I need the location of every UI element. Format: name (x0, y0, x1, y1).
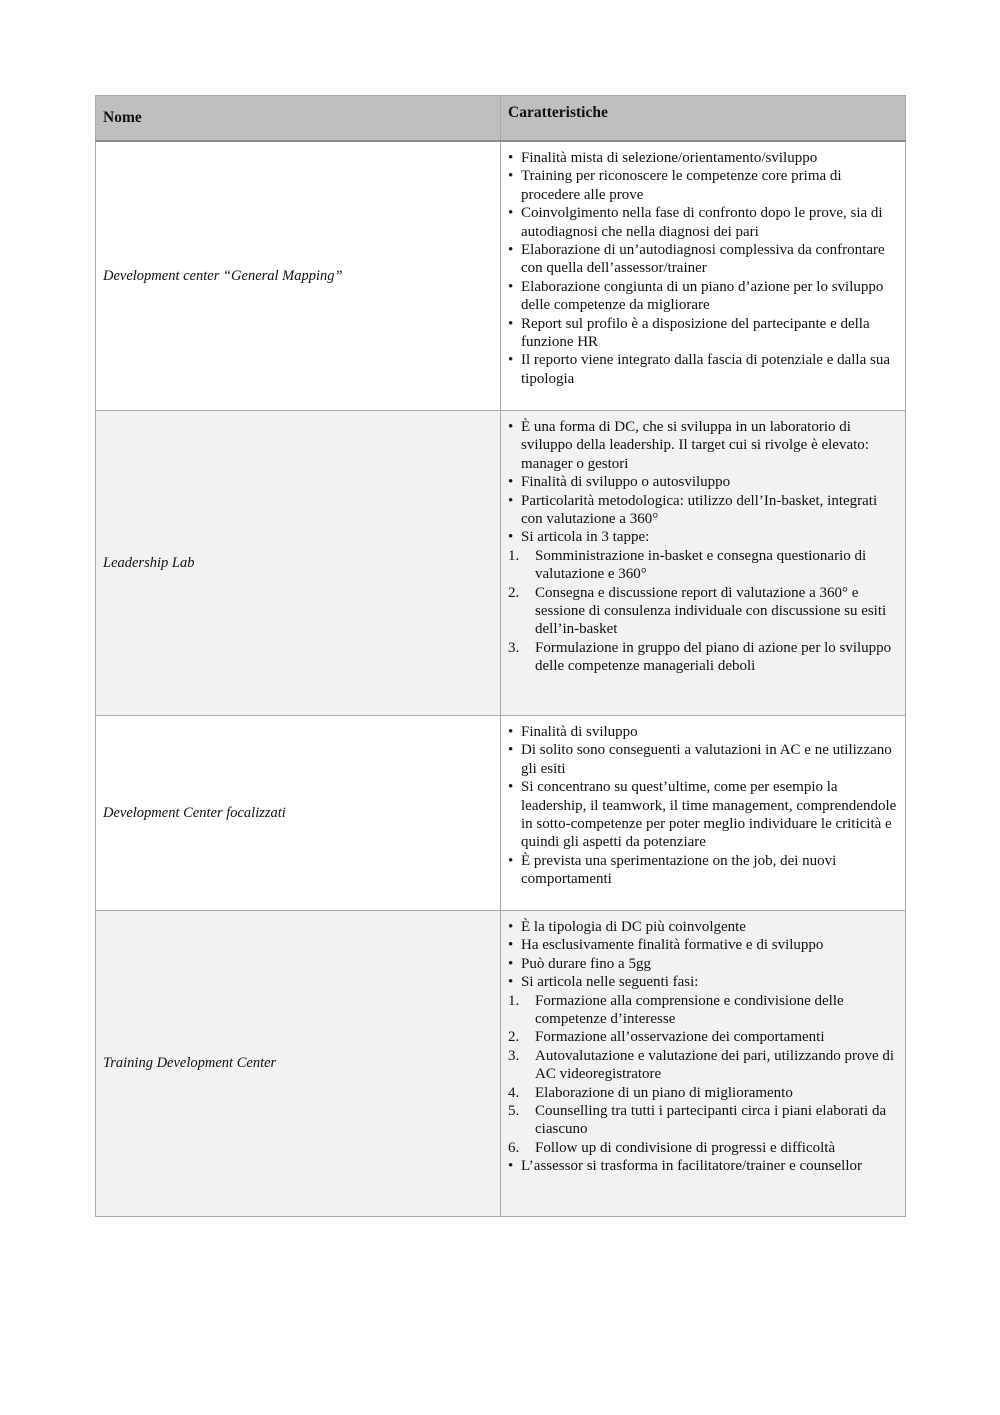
item-text: Si concentrano su quest’ultime, come per esempio la leadership, il teamwork, il time management, comprendendole in sotto-competenze per poter meglio individuare le criticità e quindi gli aspetti da potenziare (521, 779, 897, 851)
bullet-marker: • (508, 974, 514, 991)
item-text: Training per riconoscere le competenze core prima di procedere alle prove (521, 168, 842, 203)
row-features (501, 141, 906, 411)
list-item (508, 167, 898, 204)
item-text: Consegna e discussione report di valutazione a 360° e sessione di consulenza individuale con discussione su esiti dell’in-basket (535, 584, 887, 638)
number-marker: 1. (508, 547, 520, 564)
item-text: Coinvolgimento nella fase di confronto dopo le prove, sia di autodiagnosi che nella diagnosi dei pari (521, 205, 883, 240)
item-text: Si articola in 3 tappe: (521, 529, 650, 546)
table-row (96, 716, 906, 911)
list-item (508, 584, 898, 639)
list-item (508, 973, 898, 991)
row-name: Training Development Center (96, 911, 501, 1217)
number-marker: 2. (508, 584, 520, 601)
bullet-marker: • (508, 352, 514, 369)
item-text: Elaborazione congiunta di un piano d’azione per lo sviluppo delle competenze da migliorare (521, 278, 884, 314)
bullet-marker: • (508, 492, 514, 509)
bullet-marker: • (508, 852, 514, 869)
bullet-marker: • (508, 529, 514, 546)
number-marker: 6. (508, 1139, 520, 1156)
table-row (96, 911, 906, 1217)
bullet-marker: • (508, 1158, 514, 1175)
table-row (96, 141, 906, 411)
list-item (508, 278, 898, 315)
bullet-marker: • (508, 779, 514, 796)
list-item (508, 723, 898, 741)
list-item (508, 639, 898, 676)
features-list (508, 418, 898, 676)
row-name: Leadership Lab (96, 411, 501, 716)
item-text: Elaborazione di un piano di miglioramento (535, 1084, 793, 1101)
item-text: Follow up di condivisione di progressi e difficoltà (535, 1139, 836, 1156)
list-item (508, 351, 898, 388)
document-page (95, 95, 905, 1217)
number-marker: 3. (508, 639, 520, 656)
features-list (508, 149, 898, 388)
header-name: Nome (96, 96, 501, 142)
list-item (508, 315, 898, 352)
bullet-marker: • (508, 205, 514, 222)
bullet-marker: • (508, 955, 514, 972)
number-marker: 2. (508, 1029, 520, 1046)
list-item (508, 918, 898, 936)
item-text: Counselling tra tutti i partecipanti circa i piani elaborati da ciascuno (535, 1103, 887, 1138)
item-text: Finalità di sviluppo o autosviluppo (521, 474, 731, 491)
bullet-marker: • (508, 724, 514, 740)
list-item (508, 1102, 898, 1139)
list-item (508, 1028, 898, 1046)
item-text: Finalità di sviluppo (521, 724, 638, 740)
item-text: Può durare fino a 5gg (521, 955, 651, 972)
features-list (508, 918, 898, 1176)
list-item (508, 778, 898, 852)
bullet-marker: • (508, 419, 514, 435)
table-row (96, 411, 906, 716)
row-features (501, 411, 906, 716)
item-text: Il reporto viene integrato dalla fascia di potenziale e dalla sua tipologia (521, 352, 891, 387)
item-text: Finalità mista di selezione/orientamento/sviluppo (521, 150, 818, 166)
header-features: Caratteristiche (501, 96, 906, 142)
item-text: Formazione all’osservazione dei comportamenti (535, 1029, 825, 1046)
item-text: È la tipologia di DC più coinvolgente (521, 919, 746, 935)
list-item (508, 1139, 898, 1157)
item-text: È una forma di DC, che si sviluppa in un laboratorio di sviluppo della leadership. Il target cui si rivolge è elevato: manager o gestori (521, 419, 869, 472)
bullet-marker: • (508, 168, 514, 185)
list-item (508, 492, 898, 529)
item-text: Particolarità metodologica: utilizzo dell’In-basket, integrati con valutazione a 360° (521, 492, 878, 528)
dc-types-table (95, 95, 906, 1217)
list-item (508, 936, 898, 954)
item-text: Autovalutazione e valutazione dei pari, utilizzando prove di AC videoregistratore (535, 1047, 895, 1083)
row-features (501, 911, 906, 1217)
bullet-marker: • (508, 242, 514, 259)
item-text: Elaborazione di un’autodiagnosi complessiva da confrontare con quella dell’assessor/trainer (521, 242, 885, 277)
number-marker: 5. (508, 1103, 520, 1120)
list-item (508, 992, 898, 1029)
item-text: Somministrazione in-basket e consegna questionario di valutazione e 360° (535, 547, 867, 583)
list-item (508, 1084, 898, 1102)
item-text: Si articola nelle seguenti fasi: (521, 974, 699, 991)
row-name: Development Center focalizzati (96, 716, 501, 911)
list-item (508, 418, 898, 473)
list-item (508, 1047, 898, 1084)
bullet-marker: • (508, 150, 514, 166)
list-item (508, 204, 898, 241)
item-text: Di solito sono conseguenti a valutazioni in AC e ne utilizzano gli esiti (521, 742, 892, 777)
item-text: Ha esclusivamente finalità formative e di sviluppo (521, 937, 824, 954)
number-marker: 3. (508, 1047, 520, 1064)
bullet-marker: • (508, 742, 514, 759)
row-features (501, 716, 906, 911)
row-name: Development center “General Mapping” (96, 141, 501, 411)
list-item (508, 852, 898, 889)
bullet-marker: • (508, 315, 514, 332)
number-marker: 4. (508, 1084, 520, 1101)
list-item (508, 547, 898, 584)
list-item (508, 1157, 898, 1175)
list-item (508, 528, 898, 546)
bullet-marker: • (508, 937, 514, 954)
list-item (508, 473, 898, 491)
item-text: È prevista una sperimentazione on the job, dei nuovi comportamenti (521, 852, 837, 888)
item-text: L’assessor si trasforma in facilitatore/trainer e counsellor (521, 1158, 862, 1175)
item-text: Report sul profilo è a disposizione del partecipante e della funzione HR (521, 315, 870, 351)
list-item (508, 149, 898, 167)
table-header-row (96, 96, 906, 142)
list-item (508, 241, 898, 278)
features-list (508, 723, 898, 889)
item-text: Formazione alla comprensione e condivisione delle competenze d’interesse (535, 992, 844, 1028)
bullet-marker: • (508, 278, 514, 295)
item-text: Formulazione in gruppo del piano di azione per lo sviluppo delle competenze manageriali deboli (535, 639, 892, 675)
number-marker: 1. (508, 992, 520, 1009)
list-item (508, 955, 898, 973)
bullet-marker: • (508, 919, 514, 935)
bullet-marker: • (508, 474, 514, 491)
list-item (508, 741, 898, 778)
